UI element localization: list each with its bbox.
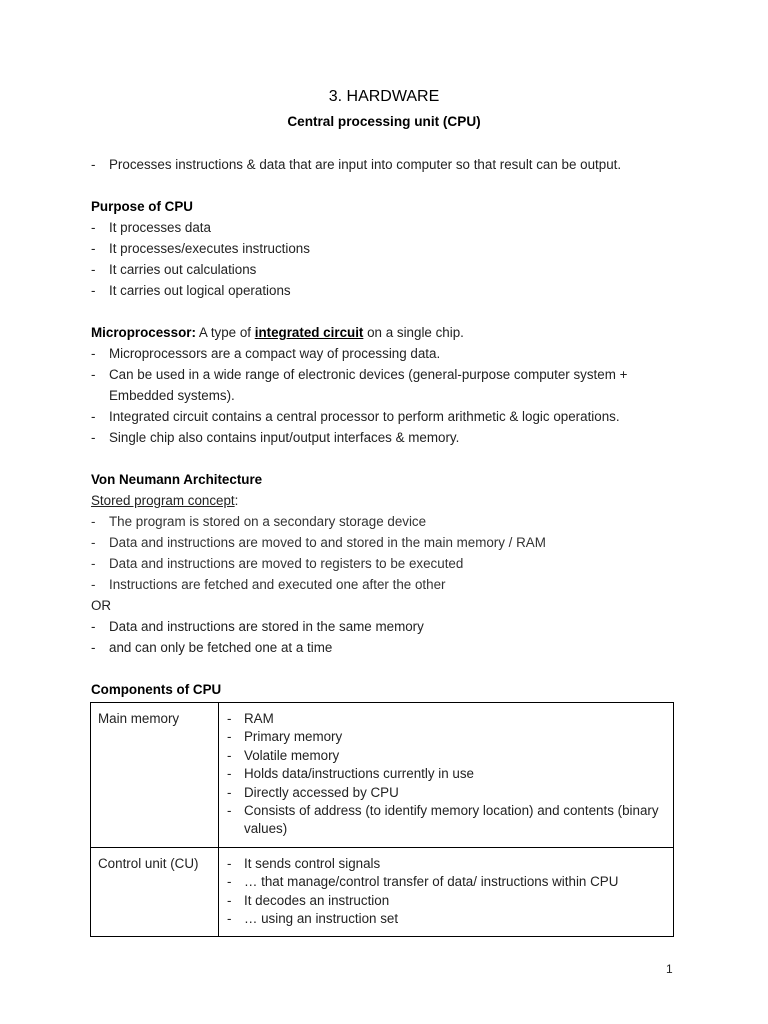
bullet-dash: - xyxy=(91,409,96,424)
von-neumann-item: Instructions are fetched and executed one after the other xyxy=(109,577,446,592)
bullet-dash: - xyxy=(91,514,96,529)
bullet-dash: - xyxy=(227,711,232,726)
bullet-dash: - xyxy=(227,892,232,908)
von-neumann-item: Data and instructions are moved to registers to be executed xyxy=(109,556,464,571)
purpose-heading: Purpose of CPU xyxy=(91,199,193,214)
purpose-item: It carries out calculations xyxy=(109,262,257,277)
bullet-dash: - xyxy=(91,157,96,172)
component-item: Directly accessed by CPU xyxy=(244,784,399,800)
bullet-dash: - xyxy=(91,535,96,550)
component-item: Consists of address (to identify memory location) and contents (binary values) xyxy=(244,803,659,837)
page-title: 3. HARDWARE xyxy=(328,88,440,105)
von-neumann-heading: Von Neumann Architecture xyxy=(91,472,263,487)
component-description xyxy=(219,847,674,937)
list-item xyxy=(226,784,667,802)
bullet-dash: - xyxy=(91,619,96,634)
bullet-dash: - xyxy=(227,803,232,819)
bullet-dash: - xyxy=(227,784,232,800)
microprocessor-item: Microprocessors are a compact way of processing data. xyxy=(109,346,441,361)
component-name: Main memory xyxy=(91,703,219,848)
bullet-dash: - xyxy=(227,747,232,763)
bullet-dash: - xyxy=(227,729,232,745)
list-item xyxy=(226,802,667,839)
stored-program-label: Stored program concept xyxy=(91,493,235,508)
list-item xyxy=(226,747,667,765)
component-item: … using an instruction set xyxy=(244,911,399,927)
component-item: It decodes an instruction xyxy=(244,892,390,908)
bullet-dash: - xyxy=(91,346,96,361)
von-neumann-item: The program is stored on a secondary storage device xyxy=(109,514,427,529)
microprocessor-definition xyxy=(91,325,464,341)
page-number: 1 xyxy=(666,962,673,976)
bullet-dash: - xyxy=(91,241,96,256)
components-heading: Components of CPU xyxy=(91,682,222,697)
component-description xyxy=(219,703,674,848)
component-item: Volatile memory xyxy=(244,747,340,763)
stored-program-colon: : xyxy=(234,493,239,508)
component-item: RAM xyxy=(244,711,274,726)
page-subtitle: Central processing unit (CPU) xyxy=(287,114,481,129)
microprocessor-item: Single chip also contains input/output interfaces & memory. xyxy=(109,430,460,445)
microprocessor-label: Microprocessor: xyxy=(91,325,196,340)
bullet-dash: - xyxy=(91,283,96,298)
bullet-dash: - xyxy=(227,874,232,890)
or-separator: OR xyxy=(91,598,112,613)
component-item: It sends control signals xyxy=(244,855,381,871)
bullet-dash: - xyxy=(91,262,96,277)
bullet-dash: - xyxy=(227,855,232,871)
component-list xyxy=(226,855,667,929)
microprocessor-item: Embedded systems). xyxy=(109,388,235,403)
component-item: Primary memory xyxy=(244,729,343,745)
components-table xyxy=(90,702,674,937)
component-item: Holds data/instructions currently in use xyxy=(244,766,474,782)
purpose-item: It processes/executes instructions xyxy=(109,241,310,256)
von-neumann-alt-item: Data and instructions are stored in the same memory xyxy=(109,619,424,634)
bullet-dash: - xyxy=(91,556,96,571)
list-item xyxy=(226,728,667,746)
stored-program-concept xyxy=(91,493,238,509)
von-neumann-alt-item: and can only be fetched one at a time xyxy=(109,640,333,655)
microprocessor-text-before: A type of xyxy=(195,325,255,340)
bullet-dash: - xyxy=(227,911,232,927)
purpose-item: It carries out logical operations xyxy=(109,283,291,298)
bullet-dash: - xyxy=(227,766,232,782)
bullet-dash: - xyxy=(91,430,96,445)
bullet-dash: - xyxy=(91,640,96,655)
microprocessor-item: Integrated circuit contains a central processor to perform arithmetic & logic operations. xyxy=(109,409,620,424)
list-item xyxy=(226,873,667,891)
microprocessor-item: Can be used in a wide range of electronic devices (general-purpose computer system + xyxy=(109,367,628,382)
list-item xyxy=(226,855,667,873)
component-item: … that manage/control transfer of data/ instructions within CPU xyxy=(244,874,619,890)
list-item xyxy=(226,910,667,928)
integrated-circuit-term: integrated circuit xyxy=(254,325,364,340)
list-item xyxy=(226,765,667,783)
intro-text: Processes instructions & data that are input into computer so that result can be output. xyxy=(109,157,622,172)
component-list xyxy=(226,710,667,839)
bullet-dash: - xyxy=(91,220,96,235)
list-item xyxy=(226,710,667,728)
component-name: Control unit (CU) xyxy=(91,847,219,937)
von-neumann-item: Data and instructions are moved to and stored in the main memory / RAM xyxy=(109,535,546,550)
bullet-dash: - xyxy=(91,577,96,592)
list-item xyxy=(226,892,667,910)
microprocessor-text-after: on a single chip. xyxy=(363,325,464,340)
table-row xyxy=(91,703,674,848)
table-row xyxy=(91,847,674,937)
purpose-item: It processes data xyxy=(109,220,211,235)
bullet-dash: - xyxy=(91,367,96,382)
